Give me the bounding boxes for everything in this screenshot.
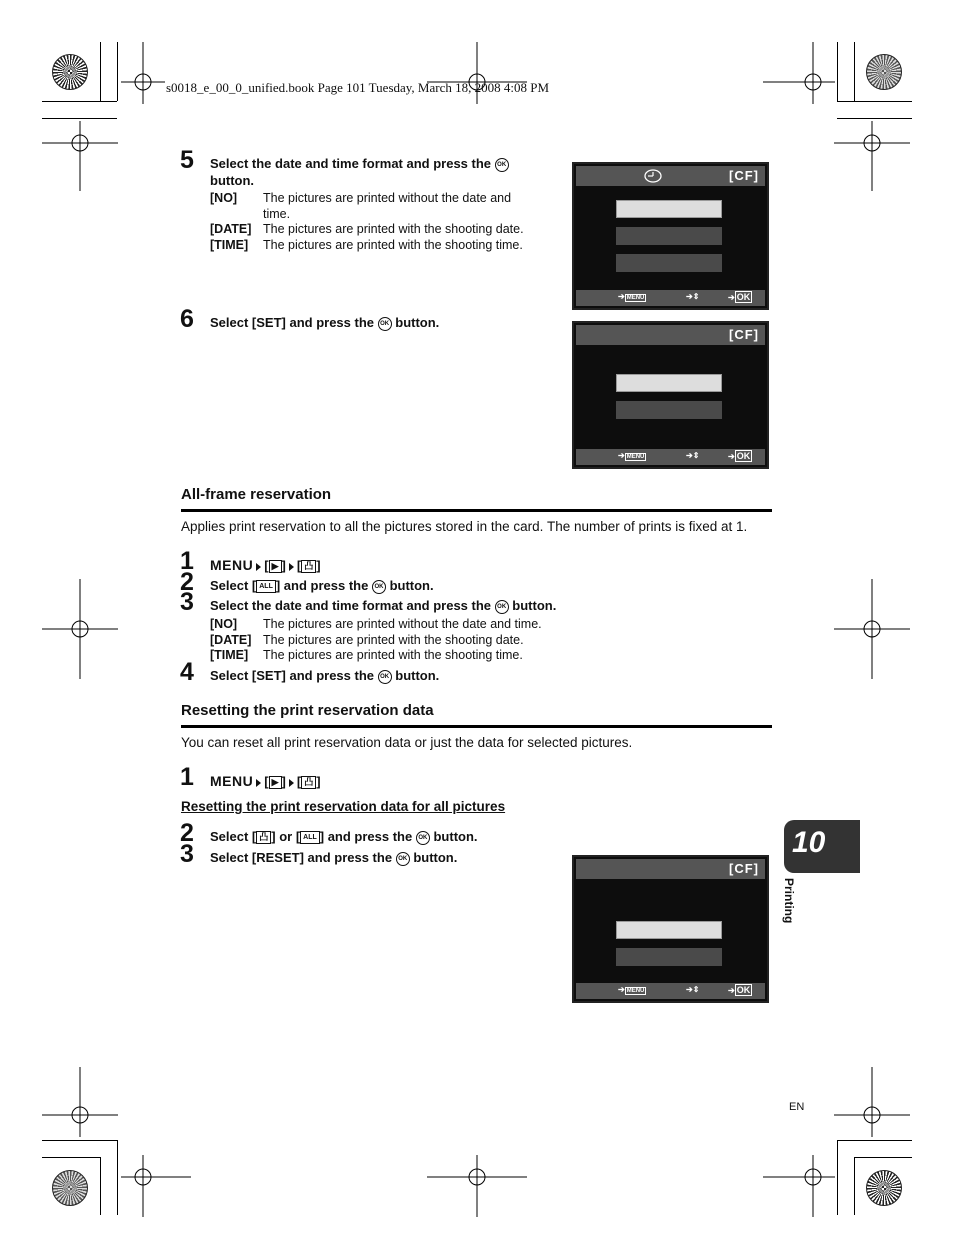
- step-text: Select [SET] and press the OK button.: [210, 668, 440, 683]
- step-text: Select the date and time format and press the OK button.: [210, 598, 557, 613]
- ok-button-icon: OK: [372, 580, 386, 594]
- chapter-label: Printing: [782, 878, 796, 924]
- option-desc: The pictures are printed with the shooting time.: [263, 648, 523, 662]
- option-desc: The pictures are printed without the date and time.: [263, 617, 542, 631]
- subheading: Resetting the print reservation data for all pictures: [181, 799, 506, 814]
- step-text: Select [RESET] and press the OK button.: [210, 850, 458, 865]
- menu-label: MENU: [626, 988, 645, 994]
- playback-icon: ▶: [269, 560, 282, 573]
- step-text: Select [ ALL ] and press the OK button.: [210, 578, 434, 593]
- ok-button-icon: OK: [495, 600, 509, 614]
- ok-label: OK: [736, 451, 751, 461]
- menu-option[interactable]: [616, 401, 722, 419]
- cf-card-label: [CF]: [729, 327, 759, 342]
- ok-button-icon: OK: [495, 158, 509, 172]
- cf-card-label: [CF]: [729, 168, 759, 183]
- section-heading: Resetting the print reservation data: [181, 702, 434, 719]
- book-header: s0018_e_00_0_unified.book Page 101 Tuesday, March 18, 2008 4:08 PM: [166, 80, 550, 95]
- step-text: Select [SET] and press the OK button.: [210, 315, 440, 330]
- cf-card-label: [CF]: [729, 861, 759, 876]
- screen-footer: ➔ MENU ➔⇕ ➔ OK: [576, 290, 765, 306]
- ok-button-icon: OK: [396, 852, 410, 866]
- step-number: 3: [180, 588, 194, 616]
- screen-title-bar: [576, 166, 765, 186]
- all-print-icon: ALL: [256, 580, 276, 593]
- menu-option-selected[interactable]: [616, 921, 722, 939]
- step-number: 2: [180, 568, 194, 596]
- option-desc: The pictures are printed without the date and: [263, 191, 512, 205]
- ok-button-icon: OK: [378, 670, 392, 684]
- screen-footer: ➔ MENU ➔⇕ ➔ OK: [576, 983, 765, 999]
- menu-option-selected[interactable]: [616, 374, 722, 392]
- option-desc: The pictures are printed with the shooting date.: [263, 222, 524, 236]
- screen-footer: ➔ MENU ➔⇕ ➔ OK: [576, 449, 765, 465]
- option-desc: The pictures are printed with the shooting date.: [263, 633, 524, 647]
- menu-option[interactable]: [616, 254, 722, 272]
- step-text: Select the date and time format and press the OK: [210, 156, 509, 172]
- menu-label: MENU: [626, 295, 645, 301]
- menu-option[interactable]: [616, 948, 722, 966]
- section-intro: Applies print reservation to all the pictures stored in the card. The number of prints is fixed at 1.: [181, 519, 748, 534]
- print-icon: 凸: [301, 560, 316, 573]
- menu-option[interactable]: [616, 227, 722, 245]
- option-key: [TIME]: [210, 238, 249, 252]
- playback-icon: ▶: [269, 776, 282, 789]
- option-key: [TIME]: [210, 648, 249, 662]
- all-print-icon: ALL: [300, 831, 320, 844]
- updown-icon: ➔⇕: [686, 292, 700, 301]
- screen-title-bar: [576, 859, 765, 879]
- option-desc: time.: [263, 207, 291, 221]
- updown-icon: ➔⇕: [686, 451, 700, 460]
- option-key: [NO]: [210, 191, 238, 205]
- menu-label: MENU: [626, 454, 645, 460]
- step-number: 5: [180, 146, 194, 174]
- camera-screen-set: [572, 321, 769, 469]
- option-key: [DATE]: [210, 222, 252, 236]
- ok-button-icon: OK: [378, 317, 392, 331]
- step-number: 6: [180, 305, 194, 333]
- section-rule: [181, 725, 772, 728]
- menu-label: MENU: [210, 773, 254, 789]
- camera-screen-reset: [572, 855, 769, 1003]
- print-icon: 凸: [301, 776, 316, 789]
- option-desc: The pictures are printed with the shooting time.: [263, 238, 523, 252]
- chapter-number: 10: [792, 826, 826, 859]
- print-icon: 凸: [256, 831, 271, 844]
- section-rule: [181, 509, 772, 512]
- step-number: 1: [180, 547, 194, 575]
- screen-title-bar: [576, 325, 765, 345]
- ok-label: OK: [736, 292, 751, 302]
- ok-button-icon: OK: [416, 831, 430, 845]
- step-text: button.: [210, 173, 255, 188]
- section-intro: You can reset all print reservation data or just the data for selected pictures.: [181, 735, 633, 750]
- menu-label: MENU: [210, 557, 254, 573]
- step-number: 3: [180, 840, 194, 868]
- option-key: [NO]: [210, 617, 238, 631]
- updown-icon: ➔⇕: [686, 985, 700, 994]
- menu-option-selected[interactable]: [616, 200, 722, 218]
- step-number: 1: [180, 763, 194, 791]
- step-number: 4: [180, 658, 194, 686]
- language-label: EN: [789, 1101, 805, 1113]
- menu-path: MENU [ ▶ ] [ 凸 ]: [210, 773, 321, 789]
- camera-screen-date-format: [572, 162, 769, 310]
- ok-label: OK: [736, 985, 751, 995]
- step-text: Select [ 凸 ] or [ ALL ] and press the OK button.: [210, 829, 478, 844]
- menu-path: MENU [ ▶ ] [ 凸 ]: [210, 557, 321, 573]
- option-key: [DATE]: [210, 633, 252, 647]
- step-number: 2: [180, 819, 194, 847]
- section-heading: All-frame reservation: [181, 486, 332, 503]
- clock-icon: [644, 169, 662, 183]
